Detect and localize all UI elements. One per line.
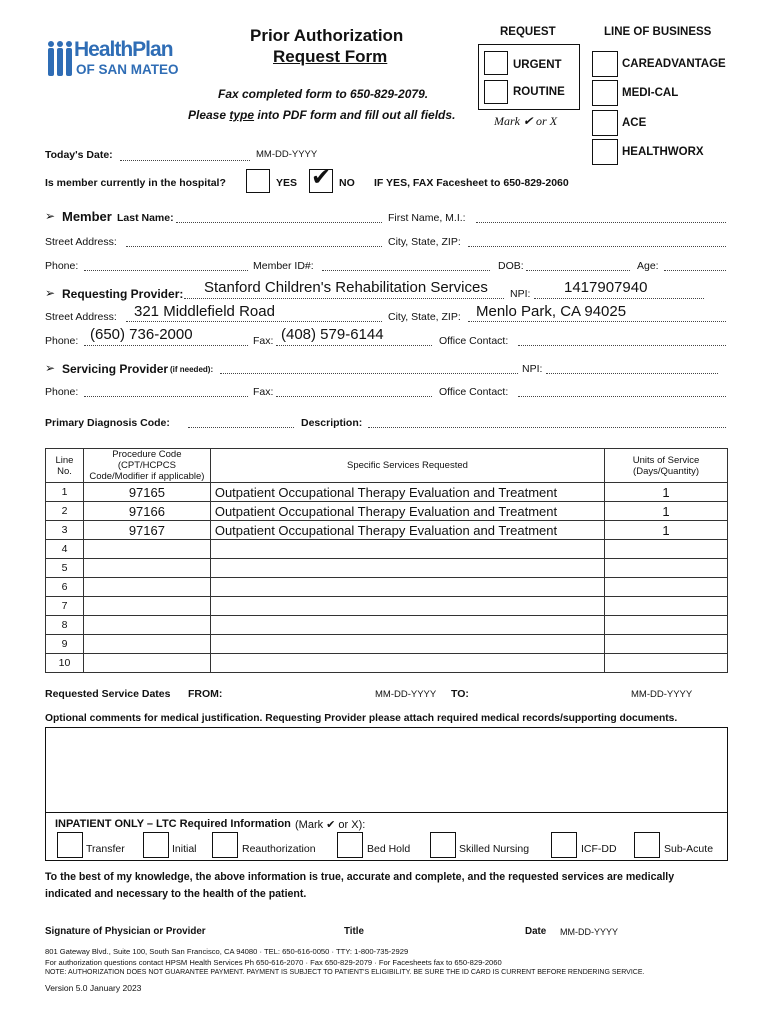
member-phone-field[interactable] xyxy=(84,270,248,271)
requesting-street-field[interactable] xyxy=(126,321,382,322)
requesting-office-label: Office Contact: xyxy=(439,335,509,347)
signature-label: Signature of Physician or Provider xyxy=(45,926,206,937)
table-row xyxy=(46,654,728,673)
requesting-provider-label: Requesting Provider: xyxy=(62,287,184,301)
service-to-format: MM-DD-YYYY xyxy=(631,689,693,700)
requesting-npi-value: 1417907940 xyxy=(564,279,648,296)
icf-dd-checkbox[interactable] xyxy=(551,832,577,858)
age-label: Age: xyxy=(637,260,659,272)
age-field[interactable] xyxy=(664,270,726,271)
urgent-label: URGENT xyxy=(513,59,562,71)
procedure-code[interactable]: 97165 xyxy=(83,483,210,502)
member-city-label: City, State, ZIP: xyxy=(388,236,461,248)
todays-date-label: Today's Date: xyxy=(45,149,113,161)
sub-acute-label: Sub-Acute xyxy=(664,843,714,855)
line-number: 10 xyxy=(46,654,84,673)
service-to-label: TO: xyxy=(451,688,469,700)
todays-date-field[interactable] xyxy=(120,160,250,161)
footer-address: 801 Gateway Blvd., Suite 100, South San Francisco, CA 94080 · TEL: 650-616-0050 · TTY: 1-800-735-2929 xyxy=(45,947,409,956)
mark-hint: Mark ✔ or X xyxy=(494,114,558,128)
initial-label: Initial xyxy=(172,843,197,855)
check-mark-icon: ✔ xyxy=(311,164,332,191)
member-phone-label: Phone: xyxy=(45,260,79,272)
requesting-city-field[interactable] xyxy=(468,321,726,322)
service-dates-label: Requested Service Dates xyxy=(45,688,171,700)
units[interactable] xyxy=(605,540,728,559)
date-format: MM-DD-YYYY xyxy=(560,927,618,937)
medical-label: MEDI-CAL xyxy=(622,87,679,99)
skilled-nursing-checkbox[interactable] xyxy=(430,832,456,858)
diagnosis-desc-label: Description: xyxy=(301,417,363,429)
requesting-fax-value: (408) 579-6144 xyxy=(281,326,384,343)
first-name-field[interactable] xyxy=(476,222,726,223)
healthworx-label: HEALTHWORX xyxy=(622,146,704,158)
service-description[interactable] xyxy=(210,559,604,578)
service-description[interactable] xyxy=(210,540,604,559)
icf-dd-label: ICF-DD xyxy=(581,843,617,855)
careadvantage-label: CAREADVANTAGE xyxy=(622,58,726,70)
servicing-office-label: Office Contact: xyxy=(439,386,509,398)
last-name-label: Last Name: xyxy=(117,212,174,224)
logo-line2: OF SAN MATEO xyxy=(76,62,179,77)
ace-label: ACE xyxy=(622,117,647,129)
service-description[interactable]: Outpatient Occupational Therapy Evaluation and Treatment xyxy=(210,483,604,502)
procedure-code[interactable] xyxy=(83,597,210,616)
servicing-phone-label: Phone: xyxy=(45,386,79,398)
units[interactable] xyxy=(605,616,728,635)
service-description[interactable] xyxy=(210,578,604,597)
table-row xyxy=(46,521,728,540)
title-label: Title xyxy=(344,926,364,937)
col-header-line: Line No. xyxy=(46,449,84,483)
logo-line1: HealthPlan xyxy=(74,38,173,61)
dob-field[interactable] xyxy=(526,270,630,271)
member-label: Member xyxy=(62,209,112,224)
requesting-npi-field[interactable] xyxy=(534,298,704,299)
logo xyxy=(46,38,191,80)
table-row xyxy=(46,483,728,502)
table-row xyxy=(46,578,728,597)
service-description[interactable]: Outpatient Occupational Therapy Evaluation and Treatment xyxy=(210,521,604,540)
footer-version: Version 5.0 January 2023 xyxy=(45,983,142,993)
service-from-format: MM-DD-YYYY xyxy=(375,689,437,700)
service-from-label: FROM: xyxy=(188,688,223,700)
procedure-code[interactable]: 97167 xyxy=(83,521,210,540)
hospital-no-label: NO xyxy=(339,177,355,189)
hospital-note: IF YES, FAX Facesheet to 650-829-2060 xyxy=(374,177,569,189)
procedure-code[interactable] xyxy=(83,559,210,578)
table-header-row xyxy=(46,449,728,483)
request-header: REQUEST xyxy=(500,26,556,38)
servicing-fax-field[interactable] xyxy=(276,396,432,397)
comments-label: Optional comments for medical justification. Requesting Provider please attach required medical records/supporting documents. xyxy=(45,713,678,724)
servicing-fax-label: Fax: xyxy=(253,386,274,398)
servicing-npi-label: NPI: xyxy=(522,363,543,375)
line-number: 5 xyxy=(46,559,84,578)
dob-label: DOB: xyxy=(498,260,524,272)
service-description[interactable]: Outpatient Occupational Therapy Evaluation and Treatment xyxy=(210,502,604,521)
ace-checkbox[interactable] xyxy=(592,110,618,136)
col-header-code: Procedure Code (CPT/HCPCS Code/Modifier if applicable) xyxy=(83,449,210,483)
hospital-question: Is member currently in the hospital? xyxy=(45,177,226,189)
date-label: Date xyxy=(525,926,547,937)
requesting-office-field[interactable] xyxy=(518,345,726,346)
member-city-field[interactable] xyxy=(468,246,726,247)
medical-checkbox[interactable] xyxy=(592,80,618,106)
requesting-provider-field[interactable] xyxy=(184,298,504,299)
line-number: 7 xyxy=(46,597,84,616)
table-row xyxy=(46,597,728,616)
requesting-city-label: City, State, ZIP: xyxy=(388,311,461,323)
table-row xyxy=(46,540,728,559)
routine-label: ROUTINE xyxy=(513,86,565,98)
hospital-yes-checkbox[interactable] xyxy=(246,169,270,193)
hospital-yes-label: YES xyxy=(276,177,298,189)
first-name-label: First Name, M.I.: xyxy=(388,212,466,224)
member-street-field[interactable] xyxy=(126,246,382,247)
requesting-provider-name: Stanford Children's Rehabilitation Services xyxy=(204,279,488,296)
units[interactable]: 1 xyxy=(605,483,728,502)
requesting-phone-label: Phone: xyxy=(45,335,79,347)
table-row xyxy=(46,559,728,578)
requesting-city-value: Menlo Park, CA 94025 xyxy=(476,303,627,320)
servicing-npi-field[interactable] xyxy=(546,373,718,374)
service-description[interactable] xyxy=(210,616,604,635)
diagnosis-code-field[interactable] xyxy=(188,427,294,428)
col-header-units: Units of Service (Days/Quantity) xyxy=(605,449,728,483)
requesting-phone-value: (650) 736-2000 xyxy=(90,326,193,343)
comments-divider xyxy=(46,812,727,813)
servicing-provider-field[interactable] xyxy=(220,373,518,374)
reauthorization-label: Reauthorization xyxy=(242,843,316,855)
form-title: Prior Authorization xyxy=(250,26,404,45)
bullet-arrow-icon: ➢ xyxy=(45,286,56,300)
footer-note: NOTE: AUTHORIZATION DOES NOT GUARANTEE PAYMENT. PAYMENT IS SUBJECT TO PATIENT'S ELIGIBILITY. BE SURE THE ID CARD IS CURRENT BEFORE RENDERING SERVICE. xyxy=(45,969,645,976)
healthworx-checkbox[interactable] xyxy=(592,139,618,165)
inpatient-hint: (Mark ✔ or X): xyxy=(295,819,366,831)
bed-hold-checkbox[interactable] xyxy=(337,832,363,858)
procedure-code[interactable] xyxy=(83,578,210,597)
requesting-street-label: Street Address: xyxy=(45,311,117,323)
careadvantage-checkbox[interactable] xyxy=(592,51,618,77)
footer-contact: For authorization questions contact HPSM Health Services Ph 650-616-2070 · Fax 650-829-2079 · For Facesheets fax to 650-829-2060 xyxy=(45,958,502,967)
table-row xyxy=(46,635,728,654)
units[interactable] xyxy=(605,597,728,616)
routine-checkbox[interactable] xyxy=(484,80,508,104)
member-id-field[interactable] xyxy=(322,270,490,271)
col-header-service: Specific Services Requested xyxy=(210,449,604,483)
fax-instruction: Fax completed form to 650-829-2079. xyxy=(218,87,429,101)
diagnosis-code-label: Primary Diagnosis Code: xyxy=(45,417,170,429)
people-icon xyxy=(46,40,74,78)
form-subtitle: Request Form xyxy=(273,47,388,66)
lob-header: LINE OF BUSINESS xyxy=(604,26,712,38)
servicing-office-field[interactable] xyxy=(518,396,726,397)
units[interactable] xyxy=(605,559,728,578)
line-number: 2 xyxy=(46,502,84,521)
line-number: 3 xyxy=(46,521,84,540)
procedure-code[interactable] xyxy=(83,616,210,635)
service-description[interactable] xyxy=(210,654,604,673)
skilled-nursing-label: Skilled Nursing xyxy=(459,843,530,855)
initial-checkbox[interactable] xyxy=(143,832,169,858)
transfer-checkbox[interactable] xyxy=(57,832,83,858)
table-row xyxy=(46,502,728,521)
services-table xyxy=(45,448,728,673)
requesting-npi-label: NPI: xyxy=(510,288,531,300)
transfer-label: Transfer xyxy=(86,843,125,855)
service-description[interactable] xyxy=(210,597,604,616)
requesting-street-value: 321 Middlefield Road xyxy=(134,303,275,320)
procedure-code[interactable] xyxy=(83,540,210,559)
last-name-field[interactable] xyxy=(176,222,382,223)
line-number: 9 xyxy=(46,635,84,654)
bed-hold-label: Bed Hold xyxy=(367,843,411,855)
member-id-label: Member ID#: xyxy=(253,260,314,272)
requesting-fax-label: Fax: xyxy=(253,335,274,347)
procedure-code[interactable] xyxy=(83,654,210,673)
line-number: 1 xyxy=(46,483,84,502)
bullet-arrow-icon: ➢ xyxy=(45,209,56,223)
service-description[interactable] xyxy=(210,635,604,654)
reauthorization-checkbox[interactable] xyxy=(212,832,238,858)
requesting-phone-field[interactable] xyxy=(84,345,248,346)
table-row xyxy=(46,616,728,635)
bullet-arrow-icon: ➢ xyxy=(45,361,56,375)
member-street-label: Street Address: xyxy=(45,236,117,248)
diagnosis-desc-field[interactable] xyxy=(368,427,726,428)
units[interactable] xyxy=(605,635,728,654)
units[interactable] xyxy=(605,578,728,597)
sub-acute-checkbox[interactable] xyxy=(634,832,660,858)
units[interactable] xyxy=(605,654,728,673)
type-instruction: Please type into PDF form and fill out all fields. xyxy=(188,108,456,122)
line-number: 6 xyxy=(46,578,84,597)
servicing-phone-field[interactable] xyxy=(84,396,248,397)
procedure-code[interactable] xyxy=(83,635,210,654)
attestation-line2: indicated and necessary to the health of the patient. xyxy=(45,888,307,900)
todays-date-format: MM-DD-YYYY xyxy=(256,149,318,160)
attestation-line1: To the best of my knowledge, the above information is true, accurate and complete, and the requested services are medically xyxy=(45,871,675,883)
urgent-checkbox[interactable] xyxy=(484,51,508,75)
servicing-provider-note: (if needed): xyxy=(170,365,214,374)
units[interactable]: 1 xyxy=(605,502,728,521)
servicing-provider-label: Servicing Provider xyxy=(62,362,169,376)
requesting-fax-field[interactable] xyxy=(276,345,432,346)
line-number: 8 xyxy=(46,616,84,635)
units[interactable]: 1 xyxy=(605,521,728,540)
inpatient-label: INPATIENT ONLY – LTC Required Information xyxy=(55,818,291,830)
line-number: 4 xyxy=(46,540,84,559)
procedure-code[interactable]: 97166 xyxy=(83,502,210,521)
